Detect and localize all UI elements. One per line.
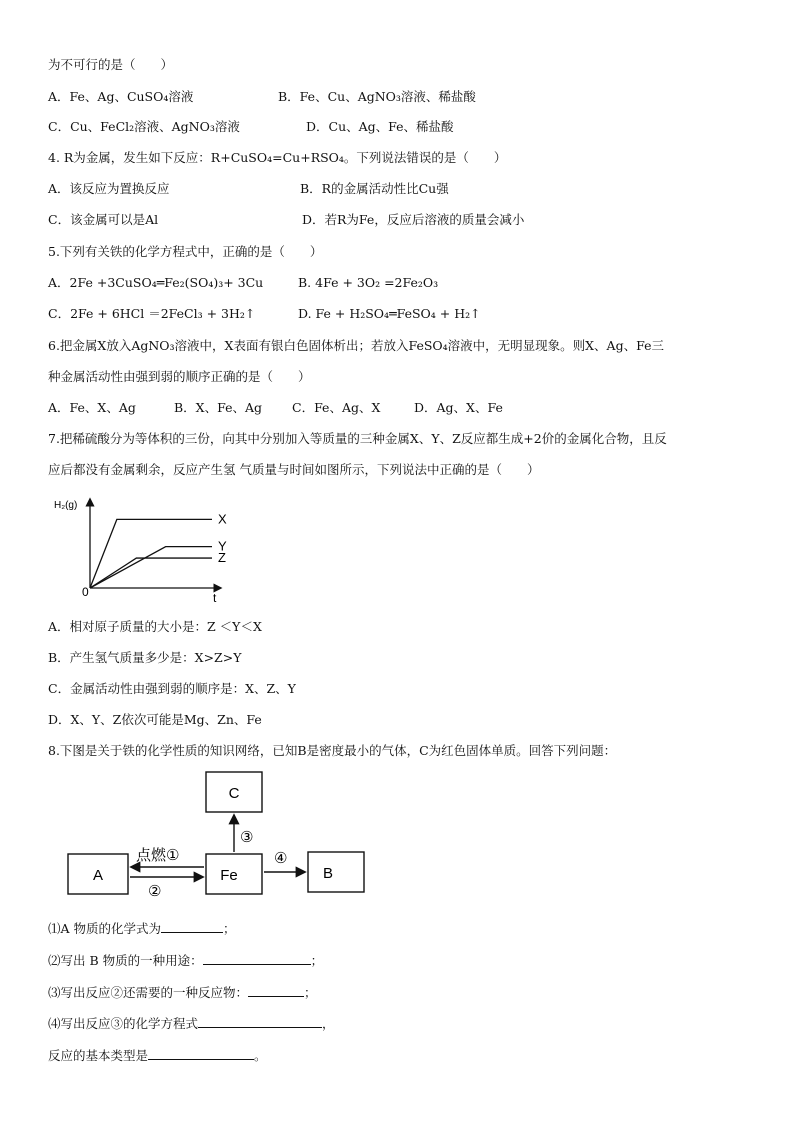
q7-hydrogen-time-graph xyxy=(48,490,238,608)
q3-option-d: D．Cu、Ag、Fe、稀盐酸 xyxy=(306,119,454,134)
q8-sub4-text: ⑷写出反应③的化学方程式 xyxy=(48,1016,199,1031)
q4-option-d: D．若R为Fe，反应后溶液的质量会减小 xyxy=(302,212,525,227)
series-label-y: Y xyxy=(218,538,227,554)
q4-option-a: A．该反应为置换反应 xyxy=(48,181,170,196)
q6-option-a: A．Fe、X、Ag xyxy=(48,400,136,415)
answer-blank-3[interactable] xyxy=(248,984,304,997)
arrow-1-label: 点燃① xyxy=(136,847,180,864)
q8-sub2-text: ⑵写出 B 物质的一种用途： xyxy=(48,953,203,968)
box-a-label: A xyxy=(92,867,104,884)
q5-option-a: A．2Fe +3CuSO₄═Fe₂(SO₄)₃+ 3Cu xyxy=(48,275,264,290)
q6-option-b: B．X、Fe、Ag xyxy=(174,400,263,415)
q7-option-c: C．金属活动性由强到弱的顺序是：X、Z、Y xyxy=(48,681,296,696)
q6-option-c: C．Fe、Ag、X xyxy=(292,400,381,415)
answer-blank-2[interactable] xyxy=(203,952,311,965)
q8-sub3-end: ； xyxy=(304,985,317,1000)
q3-option-b: B．Fe、Cu、AgNO₃溶液、稀盐酸 xyxy=(278,89,476,104)
answer-blank-5[interactable] xyxy=(148,1047,254,1060)
q8-sub2-end: ； xyxy=(310,953,324,968)
arrow-2-label: ② xyxy=(148,883,162,900)
q8-sub5 xyxy=(48,1047,267,1065)
series-line-y xyxy=(90,547,212,588)
q8-sub2 xyxy=(48,952,323,970)
q8-sub1 xyxy=(48,920,236,938)
q4-option-c: C．该金属可以是Al xyxy=(48,212,159,227)
q7-option-a: A．相对原子质量的大小是：Z ＜Y＜X xyxy=(48,619,262,634)
box-b-label: B xyxy=(322,865,334,882)
q8-sub4 xyxy=(48,1015,335,1033)
answer-blank-4[interactable] xyxy=(198,1015,322,1028)
q8-sub1-text: ⑴A 物质的化学式为 xyxy=(48,921,162,936)
q8-sub3 xyxy=(48,984,317,1002)
q7-option-d: D．X、Y、Z依次可能是Mg、Zn、Fe xyxy=(48,712,262,727)
q6-stem-line2: 种金属活动性由强到弱的顺序正确的是（ ） xyxy=(48,369,311,384)
x-axis-label: t xyxy=(213,591,217,605)
series-label-z: Z xyxy=(218,550,226,566)
q5-option-b: B. 4Fe + 3O₂ =2Fe₂O₃ xyxy=(298,275,439,290)
q3-option-a: A．Fe、Ag、CuSO₄溶液 xyxy=(48,89,194,104)
q8-sub5-end: 。 xyxy=(254,1048,267,1063)
q7-stem-line2: 应后都没有金属剩余，反应产生氢 气质量与时间如图所示，下列说法中正确的是（ ） xyxy=(48,462,540,477)
q3-stem-tail: 为不可行的是（ ） xyxy=(48,57,174,72)
box-fe-label: Fe xyxy=(220,867,238,884)
arrow-4-label: ④ xyxy=(274,850,288,867)
q8-sub5-text: 反应的基本类型是 xyxy=(48,1048,149,1063)
q8-sub4-end: ， xyxy=(322,1016,335,1031)
series-line-z xyxy=(90,558,212,588)
q7-stem-line1: 7.把稀硫酸分为等体积的三份，向其中分别加入等质量的三种金属X、Y、Z反应都生成+2价的金属化合物，且反 xyxy=(48,431,667,446)
q4-option-b: B．R的金属活动性比Cu强 xyxy=(300,181,449,196)
q6-stem-line1: 6.把金属X放入AgNO₃溶液中，X表面有银白色固体析出；若放入FeSO₄溶液中，无明显现象。则X、Ag、Fe三 xyxy=(48,338,664,353)
q8-sub1-end: ； xyxy=(223,921,236,936)
box-b xyxy=(308,852,364,892)
q5-option-d: D. Fe + H₂SO₄═FeSO₄ + H₂↑ xyxy=(298,306,481,321)
answer-blank-1[interactable] xyxy=(161,920,223,933)
q4-stem: 4. R为金属，发生如下反应：R+CuSO₄=Cu+RSO₄。下列说法错误的是（ ） xyxy=(48,150,507,165)
q6-option-d: D．Ag、X、Fe xyxy=(414,400,503,415)
q5-option-c: C．2Fe + 6HCl ＝2FeCl₃ + 3H₂↑ xyxy=(48,306,256,321)
arrow-3-label: ③ xyxy=(240,829,254,846)
q8-sub3-text: ⑶写出反应②还需要的一种反应物： xyxy=(48,985,249,1000)
y-axis-label: H₂(g) xyxy=(54,500,78,511)
box-c-label: C xyxy=(228,785,240,802)
q7-option-b: B．产生氢气质量多少是：X>Z>Y xyxy=(48,650,242,665)
q5-stem: 5.下列有关铁的化学方程式中，正确的是（ ） xyxy=(48,244,323,259)
origin-label: 0 xyxy=(82,585,89,599)
q3-option-c: C．Cu、FeCl₂溶液、AgNO₃溶液 xyxy=(48,119,240,134)
series-label-x: X xyxy=(218,511,227,527)
q8-stem: 8.下图是关于铁的化学性质的知识网络，已知B是密度最小的气体，C为红色固体单质。回答下列问题： xyxy=(48,743,617,758)
q8-iron-network-diagram xyxy=(48,766,388,900)
